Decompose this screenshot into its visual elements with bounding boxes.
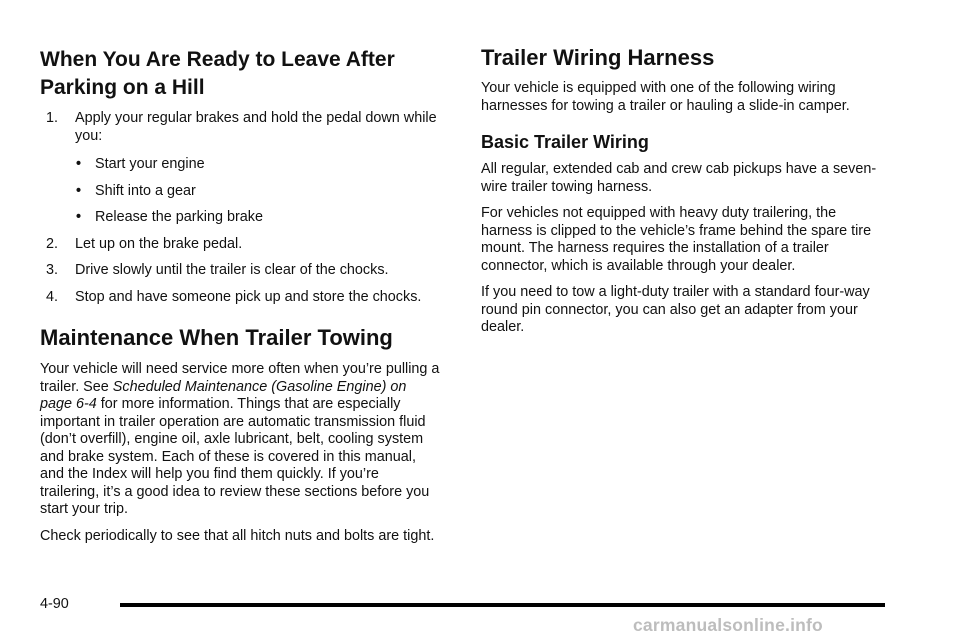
- step-text: Let up on the brake pedal.: [75, 235, 243, 252]
- step-number: 1.: [46, 110, 59, 126]
- basic-wiring-paragraph-2: For vehicles not equipped with heavy duty trailering, the harness is clipped to the vehicle’s frame behind the spare tire mount. The harness requires the installation of a trailer connector, which is available through your dealer.: [481, 205, 872, 274]
- step-3: [40, 262, 442, 280]
- section-title-basic-wiring: Basic Trailer Wiring: [481, 132, 649, 152]
- bullet-item: [40, 209, 442, 227]
- bullet-item: [40, 183, 442, 201]
- bullet-text: Start your engine: [95, 156, 205, 172]
- page-number: 4-90: [40, 596, 69, 612]
- bullet-list: [40, 156, 442, 227]
- section-title-maintenance: Maintenance When Trailer Towing: [40, 325, 393, 350]
- maintenance-text-start: Your vehicle will need service more often when you’re pulling a trailer. See: [40, 361, 440, 395]
- step-number: 4.: [46, 288, 59, 305]
- left-column: [40, 44, 442, 545]
- bullet-icon: •: [76, 156, 82, 172]
- step-4: [40, 289, 442, 307]
- basic-wiring-paragraph-3: If you need to tow a light-duty trailer with a standard four-way round pin connector, you can also get an adapter from your dealer.: [481, 284, 870, 335]
- section-title-wiring-harness: Trailer Wiring Harness: [481, 45, 715, 70]
- watermark: carmanualsonline.info: [633, 615, 823, 635]
- steps-list-continued: [40, 236, 442, 307]
- bullet-icon: •: [76, 182, 82, 199]
- scheduled-maintenance-reference: Scheduled Maintenance (Gasoline Engine) on page 6-4: [40, 378, 407, 412]
- step-text: Apply your regular brakes and hold the pedal down while you:: [75, 110, 437, 144]
- step-number: 2.: [46, 235, 59, 252]
- footer-divider: [120, 603, 885, 607]
- bullet-text: Shift into a gear: [95, 182, 196, 199]
- right-column: [481, 44, 891, 337]
- basic-wiring-paragraph-1: All regular, extended cab and crew cab pickups have a seven-wire trailer towing harness.: [481, 161, 877, 195]
- step-text: Drive slowly until the trailer is clear of the chocks.: [75, 262, 389, 278]
- wiring-harness-paragraph: Your vehicle is equipped with one of the following wiring harnesses for towing a trailer or hauling a slide-in camper.: [481, 80, 850, 114]
- maintenance-paragraph: [40, 361, 442, 519]
- step-text: Stop and have someone pick up and store the chocks.: [75, 288, 422, 305]
- section-title-leave-hill: When You Are Ready to Leave After Parking on a Hill: [40, 48, 395, 99]
- maintenance-text-end: for more information. Things that are especially important in trailer operation are automatic transmission fluid (don’t overfill), engine oil, axle lubricant, belt, cooling system and brake system. Each of these is covered in this manual, and the Index will help you find them quickly. If you’re trailering, it’s a good idea to review these sections before you start your trip.: [40, 396, 430, 517]
- step-number: 3.: [46, 262, 59, 278]
- steps-list: [40, 110, 442, 145]
- step-1: [40, 110, 442, 145]
- bullet-text: Release the parking brake: [95, 209, 263, 225]
- bullet-item: [40, 156, 442, 174]
- hitch-check-paragraph: Check periodically to see that all hitch nuts and bolts are tight.: [40, 527, 435, 544]
- step-2: [40, 236, 442, 254]
- bullet-icon: •: [76, 209, 82, 225]
